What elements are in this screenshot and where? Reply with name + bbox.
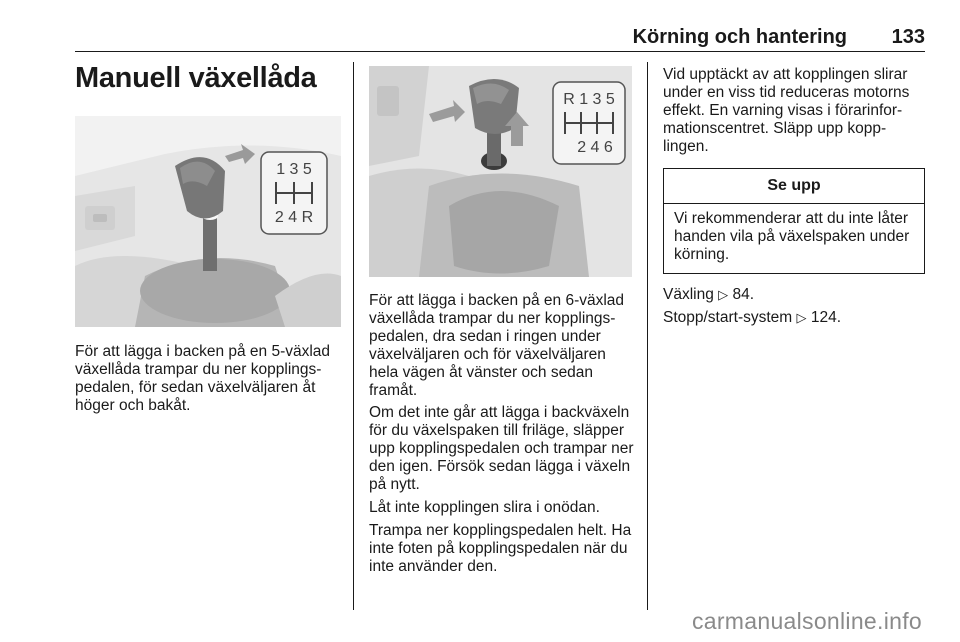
paragraph-five-speed-reverse: För att lägga i backen på en 5-växlad växellåda trampar du ner kopplings-pedalen, för sedan växelväljaren åt höger och bakåt. <box>75 343 331 414</box>
shift-pattern-top-label: R 1 3 5 <box>563 91 615 108</box>
reference-label: Växling <box>663 286 714 303</box>
page-number: 133 <box>891 26 925 48</box>
page-ref-icon: ▷ <box>718 287 729 302</box>
reference-page: 84. <box>732 286 755 303</box>
page-ref-icon: ▷ <box>796 310 807 325</box>
shift-pattern-top-label: 1 3 5 <box>276 161 312 178</box>
section-title: Manuell växellåda <box>75 62 317 94</box>
cross-reference-shifting[interactable] <box>663 286 925 304</box>
column-divider-1 <box>353 62 354 610</box>
paragraph-reverse-retry: Om det inte går att lägga i backväxeln för du växelspaken till friläge, släpper upp kopplingspedalen och trampar ner den igen. Försök sedan lägga i växeln på nytt. <box>369 404 634 493</box>
figure-six-speed-gearshift <box>369 66 632 277</box>
cross-reference-stop-start[interactable] <box>663 309 925 327</box>
figure-five-speed-gearshift <box>75 116 341 327</box>
caution-title: Se upp <box>664 169 924 204</box>
paragraph-clutch-pedal: Trampa ner kopplingspedalen helt. Ha inte foten på kopplingspedalen när du inte använder den. <box>369 522 632 575</box>
chapter-title: Körning och hantering <box>632 26 847 48</box>
paragraph-six-speed-reverse: För att lägga i backen på en 6-växlad växellåda trampar du ner kopplings-pedalen, dra sedan i ringen under växelväljaren och för växelväljaren hela vägen åt vänster och sedan framåt. <box>369 292 625 399</box>
paragraph-clutch-slip: Låt inte kopplingen slira i onödan. <box>369 499 600 516</box>
column-divider-2 <box>647 62 648 610</box>
shift-pattern-bottom-label: 2 4 R <box>274 209 314 226</box>
shift-pattern-bottom-label: 2 4 6 <box>577 139 613 156</box>
reference-page: 124. <box>810 309 842 326</box>
watermark: carmanualsonline.info <box>691 608 922 634</box>
caution-body: Vi rekommenderar att du inte låter handen vila på växelspaken under körning. <box>674 210 910 263</box>
reference-label: Stopp/start-system <box>663 309 793 326</box>
page-header <box>75 26 925 50</box>
paragraph-clutch-warning: Vid upptäckt av att kopplingen slirar under en viss tid reduceras motorns effekt. En varning visas i förarinfor-mationscentret. Släpp upp kopp-lingen. <box>663 66 910 155</box>
caution-box <box>663 168 925 274</box>
header-rule <box>75 51 925 52</box>
